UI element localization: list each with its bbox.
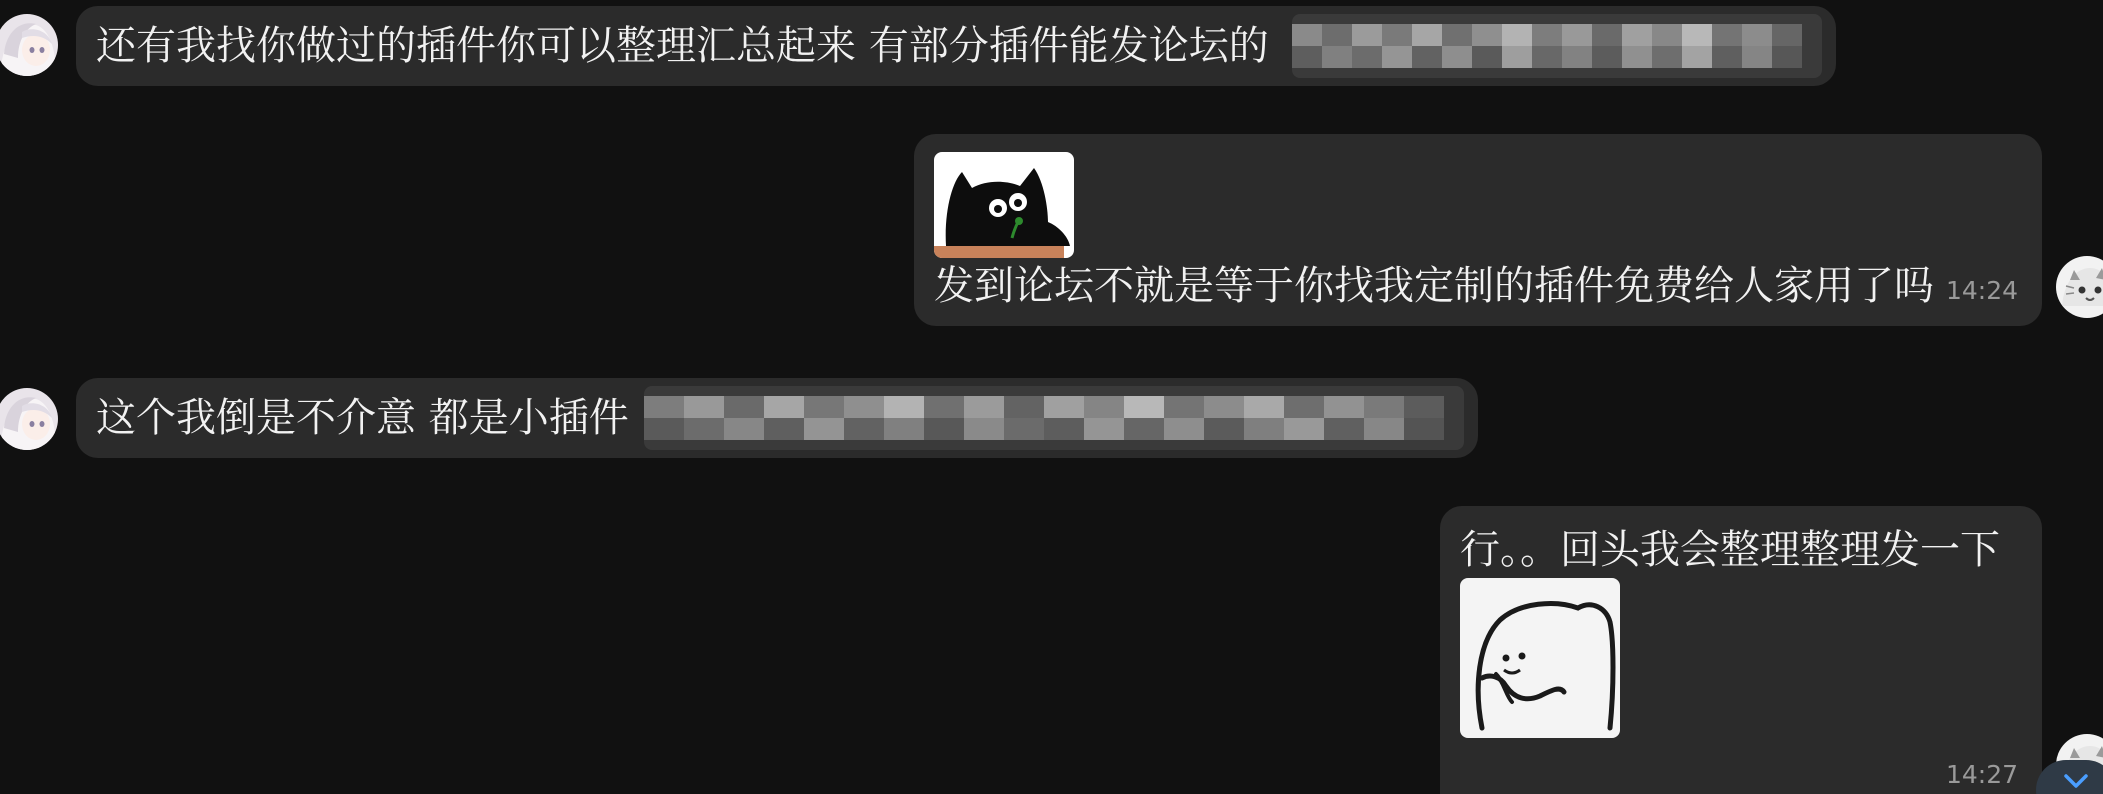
message-timestamp: 14:27: [1946, 760, 2019, 789]
black-cat-sticker[interactable]: [934, 152, 1074, 258]
message-timestamp: 14:24: [1946, 276, 2019, 305]
message-bubble-incoming[interactable]: [76, 378, 1478, 458]
contact-avatar[interactable]: [0, 388, 58, 450]
message-text: 还有我找你做过的插件你可以整理汇总起来 有部分插件能发论坛的: [96, 23, 1269, 69]
message-bubble-outgoing[interactable]: [1440, 506, 2042, 794]
chevron-down-icon: [2063, 772, 2089, 790]
message-text: 发到论坛不就是等于你找我定制的插件免费给人家用了吗: [934, 263, 1934, 309]
message-text: 行。。回头我会整理整理发一下: [1460, 527, 2000, 573]
redacted-content: [644, 386, 1464, 450]
doodle-sticker[interactable]: [1460, 578, 1620, 738]
contact-avatar[interactable]: [0, 14, 58, 76]
scroll-to-bottom-button[interactable]: [2036, 760, 2103, 794]
message-text: 这个我倒是不介意 都是小插件: [96, 395, 629, 441]
message-bubble-incoming[interactable]: [76, 6, 1836, 86]
self-avatar[interactable]: [2056, 256, 2103, 318]
message-bubble-outgoing[interactable]: [914, 134, 2042, 326]
redacted-content: [1292, 14, 1822, 78]
